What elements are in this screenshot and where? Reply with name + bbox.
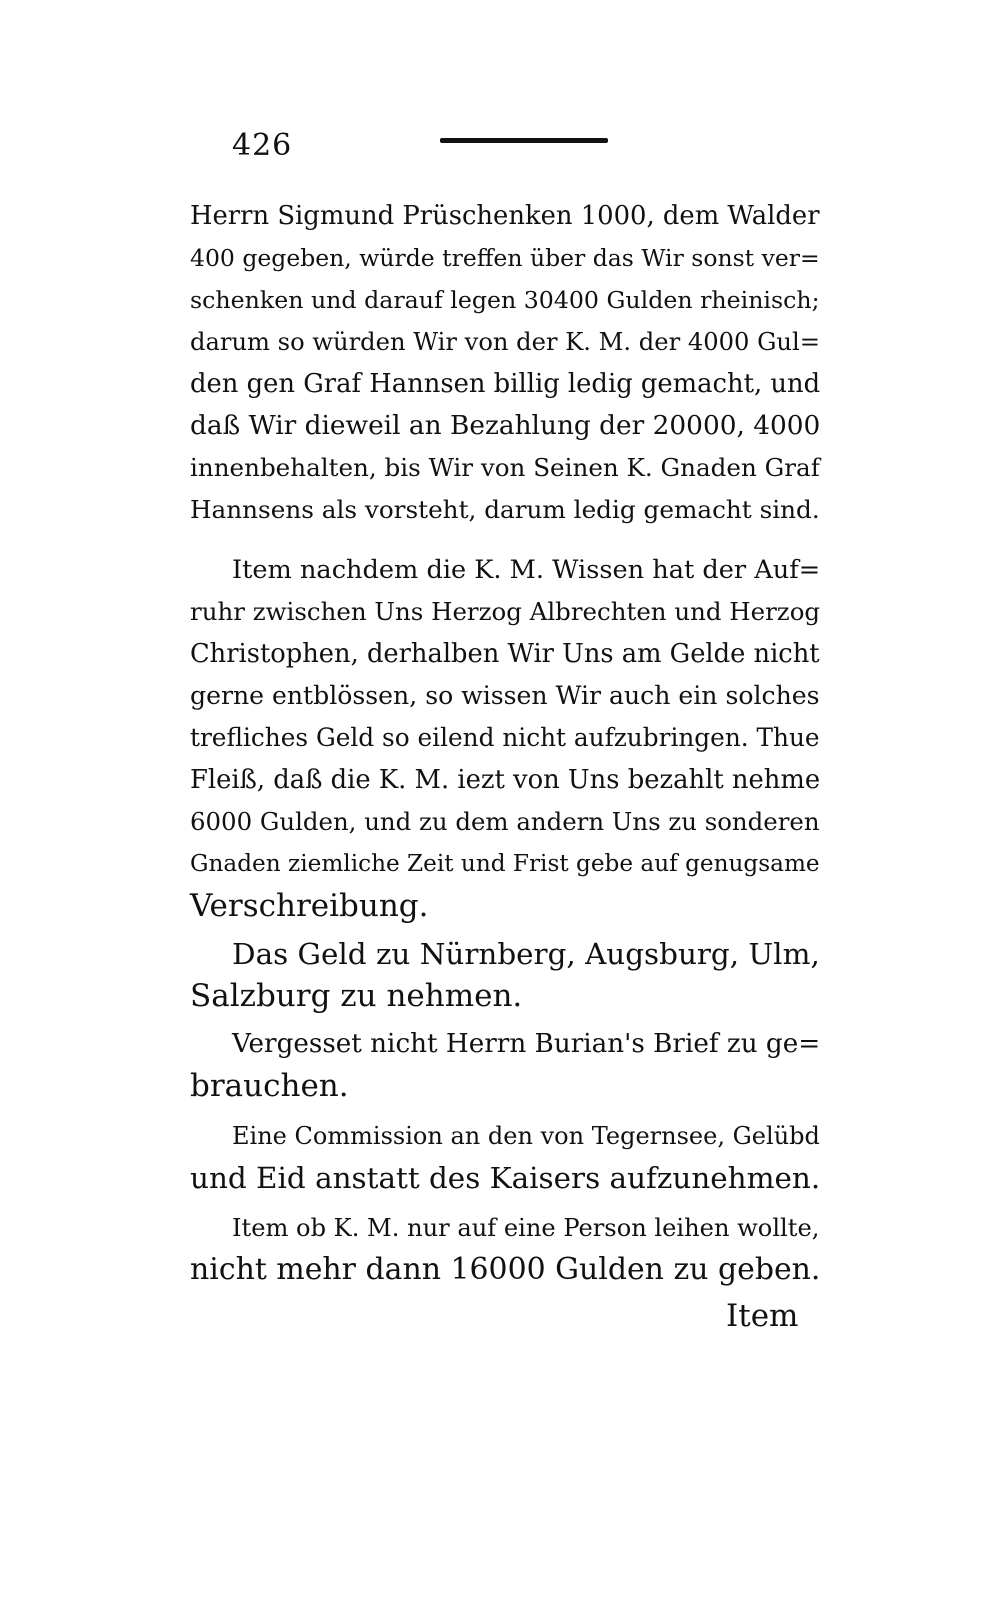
text-line: Vergesset nicht Herrn Burian's Brief zu ge= xyxy=(232,1029,821,1059)
text-line: Salzburg zu nehmen. xyxy=(190,978,523,1014)
text-line: Fleiß, daß die K. M. iezt von Uns bezahlt nehme xyxy=(190,765,821,795)
text-line: trefliches Geld so eilend nicht aufzubringen. Thue xyxy=(190,723,820,752)
text-line: darum so würden Wir von der K. M. der 4000 Gul= xyxy=(190,328,820,356)
text-line: Verschreibung. xyxy=(190,888,429,924)
text-line: Das Geld zu Nürnberg, Augsburg, Ulm, xyxy=(232,937,820,971)
text-line: Hannsens als vorsteht, darum ledig gemacht sind. xyxy=(190,495,820,524)
text-line: Christophen, derhalben Wir Uns am Gelde nicht xyxy=(190,639,820,669)
text-line: daß Wir dieweil an Bezahlung der 20000, 4000 xyxy=(190,411,821,441)
text-line: brauchen. xyxy=(190,1068,349,1104)
text-line: Herrn Sigmund Prüschenken 1000, dem Walder xyxy=(190,201,820,231)
catchword: Item xyxy=(726,1298,799,1334)
text-line: nicht mehr dann 16000 Gulden zu geben. xyxy=(190,1252,821,1287)
page-number: 426 xyxy=(232,128,293,163)
text-line: Item nachdem die K. M. Wissen hat der Auf= xyxy=(232,555,821,585)
text-line: den gen Graf Hannsen billig ledig gemacht, und xyxy=(190,369,821,399)
text-line: gerne entblössen, so wissen Wir auch ein solches xyxy=(190,681,820,710)
header-rule xyxy=(440,138,608,143)
text-line: schenken und darauf legen 30400 Gulden rheinisch; xyxy=(190,286,820,314)
text-line: 6000 Gulden, und zu dem andern Uns zu sonderen xyxy=(190,807,820,836)
text-line: ruhr zwischen Uns Herzog Albrechten und Herzog xyxy=(190,597,821,626)
text-line: Eine Commission an den von Tegernsee, Gelübd xyxy=(232,1122,820,1150)
text-line: innenbehalten, bis Wir von Seinen K. Gnaden Graf xyxy=(190,453,820,482)
text-line: und Eid anstatt des Kaisers aufzunehmen. xyxy=(190,1161,821,1195)
text-line: Gnaden ziemliche Zeit und Frist gebe auf genugsame xyxy=(190,850,820,877)
text-line: 400 gegeben, würde treffen über das Wir sonst ver= xyxy=(190,244,820,272)
text-line: Item ob K. M. nur auf eine Person leihen wollte, xyxy=(232,1214,820,1242)
